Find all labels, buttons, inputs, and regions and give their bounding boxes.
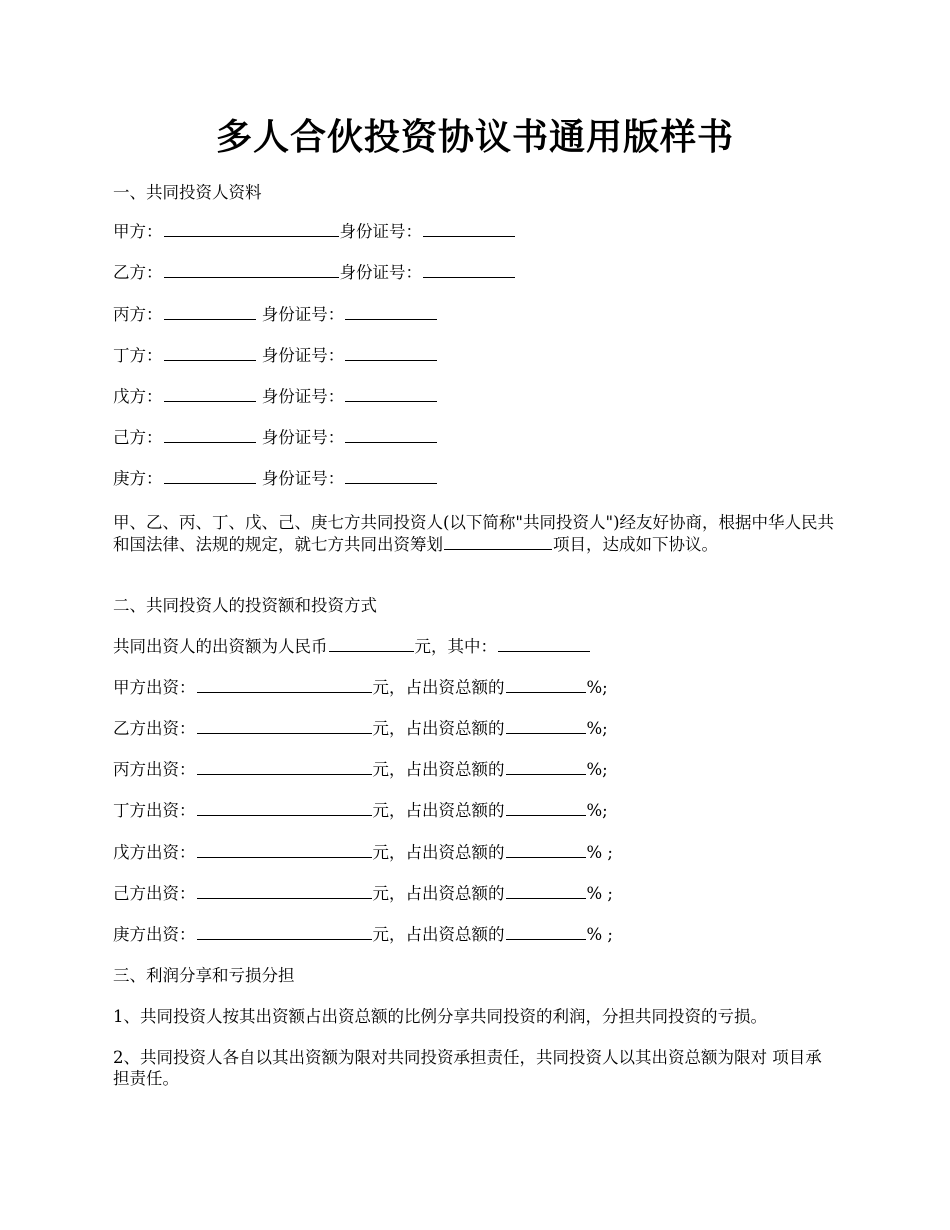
party-row-wu xyxy=(113,385,438,409)
total-amount-line xyxy=(113,635,591,659)
total-text-2: 元，其中： xyxy=(414,637,497,656)
percent-blank xyxy=(506,882,586,899)
amount-blank xyxy=(197,841,372,858)
intro-paragraph xyxy=(113,512,838,555)
id-label: 身份证号： xyxy=(261,305,345,324)
contribution-suffix: % ; xyxy=(586,843,613,862)
clause-1: 1、共同投资人按其出资额占出资总额的比例分享共同投资的利润，分担共同投资的亏损。 xyxy=(113,1007,767,1026)
id-blank xyxy=(345,303,437,320)
id-label: 身份证号： xyxy=(339,263,422,282)
name-blank xyxy=(164,344,256,361)
intro-text-2: 项目，达成如下协议。 xyxy=(553,535,718,554)
contribution-unit: 元，占出资总额的 xyxy=(372,925,505,944)
contribution-label: 己方出资： xyxy=(113,884,196,903)
contribution-label: 戊方出资： xyxy=(113,843,196,862)
party-row-geng xyxy=(113,467,438,491)
id-label: 身份证号： xyxy=(261,346,345,365)
name-blank xyxy=(164,467,256,484)
contribution-label: 庚方出资： xyxy=(113,925,196,944)
id-blank xyxy=(345,467,437,484)
party-label: 戊方： xyxy=(113,387,163,406)
amount-blank xyxy=(197,799,372,816)
contribution-unit: 元，占出资总额的 xyxy=(372,843,505,862)
contribution-suffix: %; xyxy=(586,678,608,697)
total-text-1: 共同出资人的出资额为人民币 xyxy=(113,637,328,656)
id-blank xyxy=(423,220,515,237)
name-blank xyxy=(164,385,256,402)
contribution-suffix: %; xyxy=(586,801,608,820)
contribution-row-ding xyxy=(113,799,608,823)
total-amount-blank xyxy=(329,635,414,652)
contribution-label: 丁方出资： xyxy=(113,801,196,820)
percent-blank xyxy=(506,799,586,816)
party-row-ji xyxy=(113,426,438,450)
contribution-row-wu xyxy=(113,841,613,865)
clause-2: 2、共同投资人各自以其出资额为限对共同投资承担责任，共同投资人以其出资总额为限对 项目承担责任。 xyxy=(113,1048,822,1088)
party-label: 庚方： xyxy=(113,469,163,488)
document-title: 多人合伙投资协议书通用版样书 xyxy=(215,116,734,158)
id-label: 身份证号： xyxy=(339,222,422,241)
party-row-ding xyxy=(113,344,438,368)
id-blank xyxy=(345,385,437,402)
party-label: 乙方： xyxy=(113,263,163,282)
contribution-suffix: %; xyxy=(586,760,608,779)
section-1-heading: 一、共同投资人资料 xyxy=(113,183,262,202)
contribution-label: 丙方出资： xyxy=(113,760,196,779)
name-blank xyxy=(164,426,256,443)
name-blank xyxy=(164,261,339,278)
contribution-suffix: %; xyxy=(586,719,608,738)
contribution-label: 乙方出资： xyxy=(113,719,196,738)
project-blank xyxy=(444,533,552,550)
id-blank xyxy=(423,261,515,278)
contribution-row-jia xyxy=(113,676,608,700)
amount-blank xyxy=(197,923,372,940)
party-label: 丙方： xyxy=(113,305,163,324)
percent-blank xyxy=(506,758,586,775)
contribution-label: 甲方出资： xyxy=(113,678,196,697)
total-detail-blank xyxy=(498,635,590,652)
percent-blank xyxy=(506,841,586,858)
id-blank xyxy=(345,426,437,443)
party-label: 甲方： xyxy=(113,222,163,241)
id-blank xyxy=(345,344,437,361)
id-label: 身份证号： xyxy=(261,387,345,406)
party-row-bing xyxy=(113,303,438,327)
section-3-heading: 三、利润分享和亏损分担 xyxy=(113,966,295,985)
amount-blank xyxy=(197,676,372,693)
party-label: 己方： xyxy=(113,428,163,447)
amount-blank xyxy=(197,882,372,899)
contribution-suffix: % ; xyxy=(586,884,613,903)
name-blank xyxy=(164,303,256,320)
intro-text-1: 甲、乙、丙、丁、戊、己、庚七方共同投资人(以下简称"共同投资人")经友好协商，根据中华人民共和国法律、法规的规定，就七方共同出资筹划 xyxy=(113,513,835,554)
amount-blank xyxy=(197,758,372,775)
party-row-jia xyxy=(113,220,516,244)
contribution-row-yi xyxy=(113,717,608,741)
percent-blank xyxy=(506,923,586,940)
contribution-suffix: % ; xyxy=(586,925,613,944)
contribution-unit: 元，占出资总额的 xyxy=(372,760,505,779)
name-blank xyxy=(164,220,339,237)
contribution-row-bing xyxy=(113,758,608,782)
percent-blank xyxy=(506,717,586,734)
id-label: 身份证号： xyxy=(261,428,345,447)
party-label: 丁方： xyxy=(113,346,163,365)
contribution-unit: 元，占出资总额的 xyxy=(372,884,505,903)
party-row-yi xyxy=(113,261,516,285)
id-label: 身份证号： xyxy=(261,469,345,488)
contribution-row-ji xyxy=(113,882,613,906)
amount-blank xyxy=(197,717,372,734)
contribution-unit: 元，占出资总额的 xyxy=(372,719,505,738)
contribution-row-geng xyxy=(113,923,613,947)
contribution-unit: 元，占出资总额的 xyxy=(372,678,505,697)
percent-blank xyxy=(506,676,586,693)
section-2-heading: 二、共同投资人的投资额和投资方式 xyxy=(113,596,377,615)
contribution-unit: 元，占出资总额的 xyxy=(372,801,505,820)
